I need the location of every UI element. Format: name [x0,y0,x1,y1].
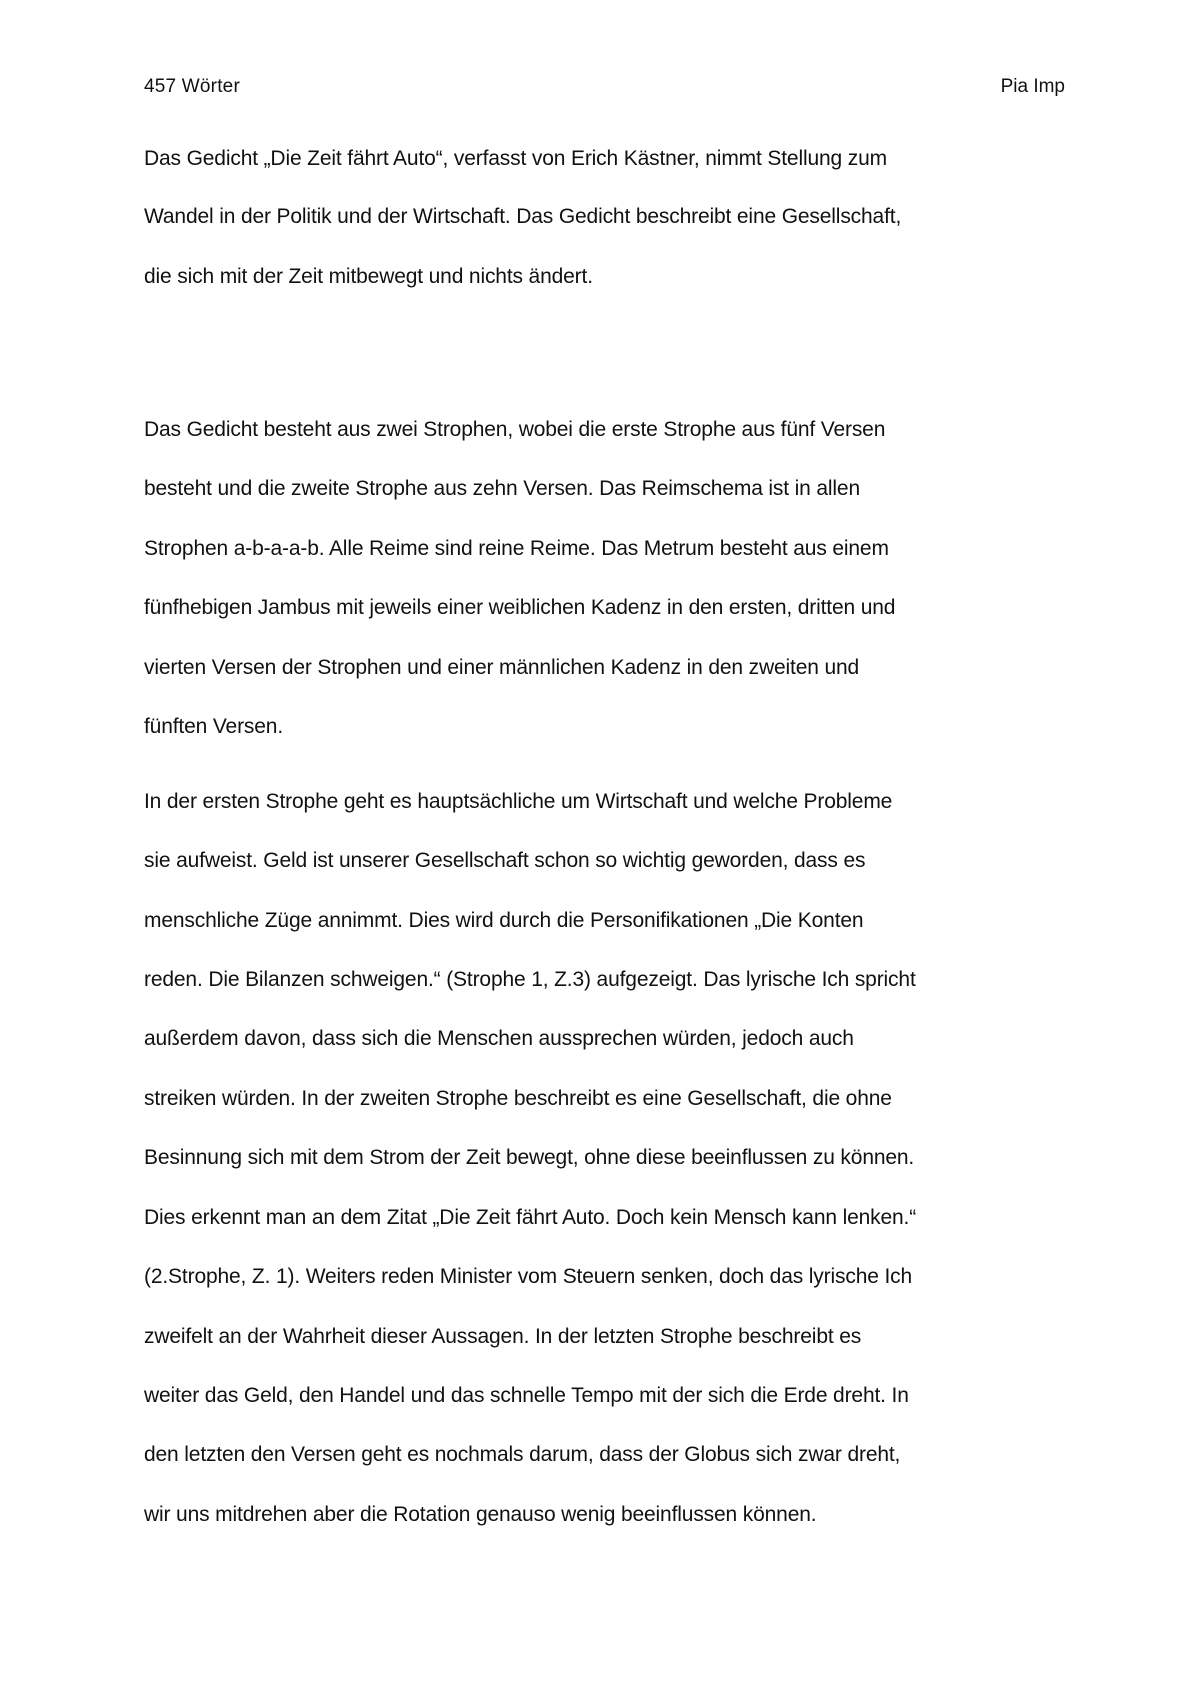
paragraph-3-line: In der ersten Strophe geht es hauptsächliche um Wirtschaft und welche Probleme [144,790,893,813]
paragraph-2-line: Strophen a-b-a-a-b. Alle Reime sind reine Reime. Das Metrum besteht aus einem [144,537,889,560]
paragraph-3-line: (2.Strophe, Z. 1). Weiters reden Minister vom Steuern senken, doch das lyrische Ich [144,1265,913,1288]
paragraph-3-line: Dies erkennt man an dem Zitat „Die Zeit fährt Auto. Doch kein Mensch kann lenken.“ [144,1206,917,1229]
paragraph-2-line: besteht und die zweite Strophe aus zehn Versen. Das Reimschema ist in allen [144,477,860,500]
paragraph-3-line: weiter das Geld, den Handel und das schnelle Tempo mit der sich die Erde dreht. In [144,1384,909,1407]
paragraph-3-line: zweifelt an der Wahrheit dieser Aussagen. In der letzten Strophe beschreibt es [144,1325,862,1348]
paragraph-3-line: den letzten den Versen geht es nochmals darum, dass der Globus sich zwar dreht, [144,1443,901,1466]
paragraph-1-line: Das Gedicht „Die Zeit fährt Auto“, verfasst von Erich Kästner, nimmt Stellung zum [144,147,887,170]
paragraph-2-line: fünften Versen. [144,715,284,738]
author-name: Pia Imp [1000,76,1065,97]
paragraph-2-line: fünfhebigen Jambus mit jeweils einer weiblichen Kadenz in den ersten, dritten und [144,596,896,619]
paragraph-1-line: die sich mit der Zeit mitbewegt und nichts ändert. [144,265,593,288]
word-count: 457 Wörter [144,76,240,97]
paragraph-1-line: Wandel in der Politik und der Wirtschaft. Das Gedicht beschreibt eine Gesellschaft, [144,205,902,228]
paragraph-2-line: vierten Versen der Strophen und einer männlichen Kadenz in den zweiten und [144,656,860,679]
paragraph-3-line: menschliche Züge annimmt. Dies wird durch die Personifikationen „Die Konten [144,909,864,932]
paragraph-3-line: sie aufweist. Geld ist unserer Gesellschaft schon so wichtig geworden, dass es [144,849,866,872]
paragraph-3-line: streiken würden. In der zweiten Strophe beschreibt es eine Gesellschaft, die ohne [144,1087,892,1110]
paragraph-3-line: außerdem davon, dass sich die Menschen aussprechen würden, jedoch auch [144,1027,854,1050]
paragraph-2-line: Das Gedicht besteht aus zwei Strophen, wobei die erste Strophe aus fünf Versen [144,418,886,441]
paragraph-3-line: reden. Die Bilanzen schweigen.“ (Strophe 1, Z.3) aufgezeigt. Das lyrische Ich spricht [144,968,916,991]
paragraph-3-line: Besinnung sich mit dem Strom der Zeit bewegt, ohne diese beeinflussen zu können. [144,1146,915,1169]
paragraph-3-line: wir uns mitdrehen aber die Rotation genauso wenig beeinflussen können. [144,1503,817,1526]
